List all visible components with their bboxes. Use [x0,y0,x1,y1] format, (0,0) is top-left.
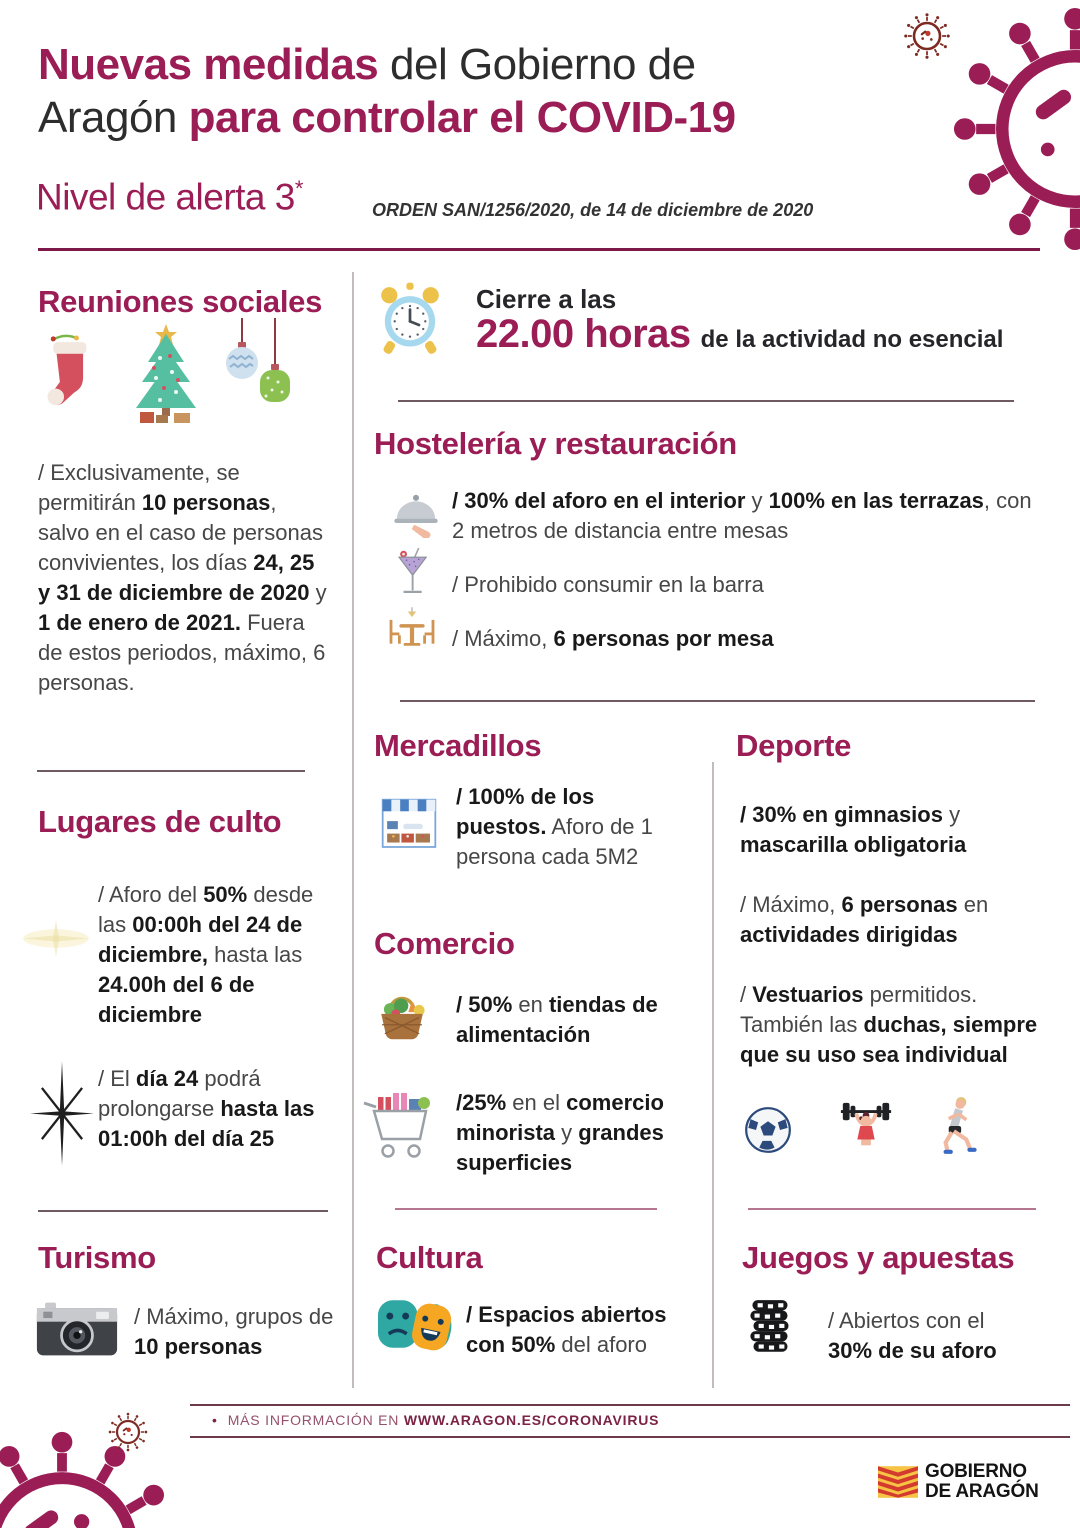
section-title-deporte: Deporte [736,728,852,763]
text-segment: 100% en las terrazas [768,488,984,513]
cultura-text [466,1300,701,1360]
footer-info-prefix: MÁS INFORMACIÓN EN [227,1412,404,1428]
text-segment: desde las [98,882,314,937]
text-segment: / 30% del aforo en el interior [452,488,746,513]
comercio-item-2 [456,1088,696,1178]
text-segment: Aforo de 1 persona cada 5M2 [456,814,653,869]
text-segment: 6 personas por mesa [553,626,774,651]
section-divider [748,1208,1036,1210]
market-stall-icon [380,794,438,850]
order-reference: ORDEN SAN/1256/2020, de 14 de diciembre de 2020 [372,200,814,220]
christmas-tree-icon [126,320,206,425]
theater-masks-icon [376,1294,460,1356]
text-segment: permitidos. También las [740,982,978,1037]
text-segment: / 100% de los puestos. [456,784,595,839]
text-segment: y [555,1120,579,1145]
text-segment: del aforo [555,1332,647,1357]
section-title-hosteleria: Hostelería y restauración [374,426,737,461]
section-title-turismo: Turismo [38,1240,156,1275]
text-segment: Fuera de estos periodos, máximo, 6 personas. [38,610,326,695]
closure-heading: Cierre a las [476,284,617,314]
closure-time: 22.00 horas [476,312,691,356]
section-title-mercadillos: Mercadillos [374,728,542,763]
culto-item-1 [98,880,338,1030]
gobierno-aragon-logo [878,1462,1039,1502]
section-title-culto: Lugares de culto [38,804,282,839]
text-segment: mascarilla obligatoria [740,832,967,857]
text-segment: / Espacios abiertos con 50% [466,1302,667,1357]
text-segment: día 24 [135,1066,199,1091]
virus-small-icon [106,1410,150,1454]
text-segment: , con 2 metros de distancia entre mesas [452,488,1032,543]
text-segment: en [957,892,989,917]
alarm-clock-icon [374,278,446,362]
text-segment: 24.00h del 6 de diciembre [98,972,255,1027]
aragon-flag-icon [878,1466,918,1498]
text-segment: Vestuarios [752,982,864,1007]
text-segment: / Prohibido consumir en la barra [452,572,764,597]
comercio-item-1 [456,990,691,1050]
text-segment: en [512,992,549,1017]
text-segment: tiendas de alimentación [456,992,658,1047]
text-segment: 50% [203,882,248,907]
alert-asterisk: * [294,176,303,201]
footer-rule-bottom [190,1436,1070,1438]
text-segment: podrá prolongarse [98,1066,261,1121]
mercadillos-text [456,782,676,872]
text-segment: / Exclusivamente, se permitirán [38,460,240,515]
text-segment: / El [98,1066,136,1091]
cloche-icon [390,488,442,538]
alert-level: Nivel de alerta 3* [36,176,303,218]
section-divider [38,1210,328,1212]
text-segment: hasta las 01:00h del día 25 [98,1096,315,1151]
title-accent-1: Nuevas medidas [38,40,379,89]
christmas-stocking-icon [40,322,98,422]
section-title-cultura: Cultura [376,1240,483,1275]
deporte-item-2 [740,890,1035,950]
section-title-comercio: Comercio [374,926,515,961]
runner-icon [934,1096,980,1156]
title-plain-2: Aragón [38,93,189,142]
text-segment: en el [506,1090,567,1115]
text-segment: y [309,580,327,605]
text-segment: / 30% en gimnasios [740,802,943,827]
baubles-icon [220,318,295,423]
poker-chips-icon [746,1296,796,1362]
text-segment: hasta las [208,942,303,967]
footer-rule-top [190,1404,1070,1406]
text-segment: / 50% [456,992,513,1017]
text-segment: y [745,488,769,513]
logo-line-1: GOBIERNO [925,1461,1027,1482]
section-title-reuniones: Reuniones sociales [38,284,323,319]
page-title [38,38,938,144]
text-segment: y [942,802,961,827]
text-segment: 1 de enero de 2021. [38,610,241,635]
virus-icon [950,4,1080,254]
section-title-juegos: Juegos y apuestas [742,1240,1015,1275]
text-segment: , salvo en el caso de personas convivientes, los días [38,490,323,575]
virus-icon [0,1428,182,1528]
text-segment: 6 personas [841,892,958,917]
juegos-text [828,1306,1033,1366]
section-divider [37,770,305,772]
closure-line [476,312,1003,357]
text-segment: / [740,982,753,1007]
logo-line-2: DE ARAGÓN [925,1481,1039,1502]
hosteleria-item-2 [452,570,972,600]
hosteleria-item-1 [452,486,1044,546]
shopping-cart-icon [360,1086,440,1166]
star-icon [30,1058,94,1170]
text-segment: / Abiertos con el [828,1308,985,1333]
text-segment: 10 personas [141,490,271,515]
text-segment: / Aforo del [98,882,204,907]
header-rule [38,248,1040,251]
table-chairs-icon [384,604,440,654]
deporte-item-3 [740,980,1040,1070]
text-segment: comercio minorista [456,1090,664,1145]
text-segment: / Máximo, grupos de [134,1304,334,1329]
text-segment: / Máximo, [740,892,842,917]
cocktail-icon [396,544,430,602]
bullet: • [212,1412,218,1428]
section-divider [400,700,1035,702]
title-accent-2: para controlar el COVID-19 [188,93,736,142]
text-segment: actividades dirigidas [740,922,958,947]
column-divider [352,272,354,1388]
culto-item-2 [98,1064,336,1154]
footer-info [212,1412,659,1428]
grocery-basket-icon [374,984,430,1042]
weightlifter-icon [830,1098,902,1154]
deporte-item-1 [740,800,1035,860]
reuniones-text [38,458,328,698]
text-segment: 00:00h del 24 de diciembre, [98,912,303,967]
text-segment: / Máximo, [452,626,554,651]
soccer-ball-icon [744,1106,792,1154]
column-divider [712,762,714,1388]
turismo-text [134,1302,334,1362]
closure-suffix: de la actividad no esencial [700,326,1004,353]
text-segment: 24, 25 y 31 de diciembre de 2020 [38,550,315,605]
logo-text [925,1462,1039,1502]
text-segment: 10 personas [134,1334,263,1359]
candle-glow-icon [20,916,92,962]
title-plain-1: del Gobierno de [378,40,696,89]
footer-url[interactable]: WWW.ARAGON.ES/CORONAVIRUS [403,1412,660,1428]
camera-icon [36,1300,118,1358]
text-segment: 30% de su aforo [828,1338,997,1363]
text-segment: grandes superficies [456,1120,664,1175]
section-divider [395,1208,657,1210]
hosteleria-item-3 [452,624,972,654]
section-divider [398,400,1014,402]
text-segment: duchas, siempre que su uso sea individual [740,1012,1038,1067]
text-segment: /25% [456,1090,507,1115]
